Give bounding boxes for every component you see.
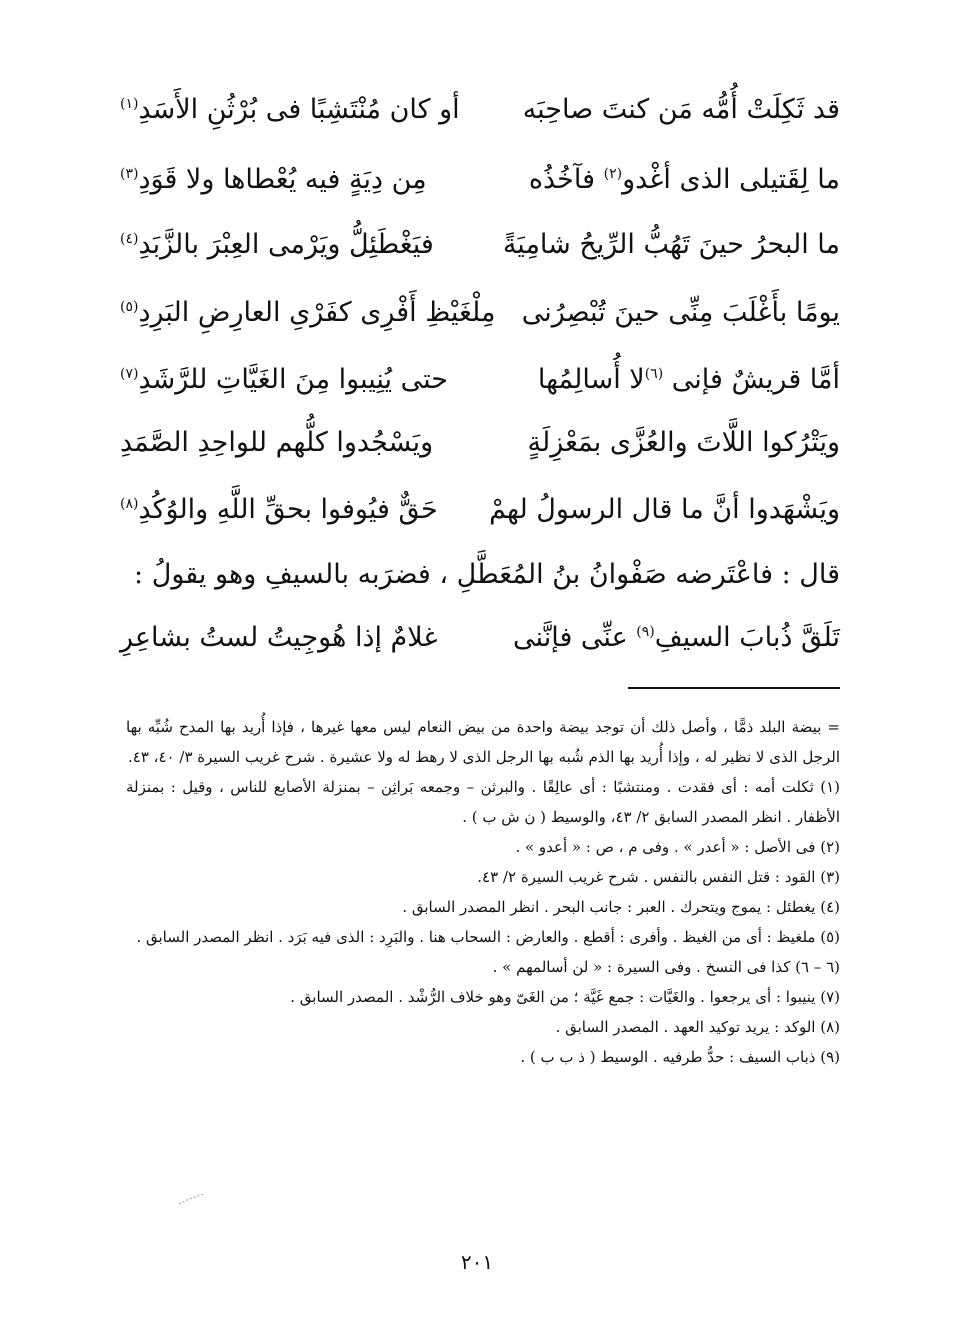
footnote-divider	[628, 687, 840, 689]
footnote-ref: (١)	[120, 96, 139, 112]
footnote-ref: (٨)	[120, 496, 139, 512]
verse-hemistich-left: أو كان مُنْتَشِبًا فى بُرْثُنِ الأَسَدِ$^{(١)}$	[120, 94, 460, 125]
footnote: (١) ثكلت أمه : أى فقدت . ومنتشبًا : أى عالِقًا . والبرثن – وجمعه بَراثِن – بمنزلة الأصابع للناس ، وقيل : بمنزلة الأظفار . انظر المصدر السابق ٢/ ٤٣، والوسيط ( ن ش ب ) .	[126, 778, 840, 826]
verse-hemistich-left: حَقٌّ فيُوفوا بحقِّ اللَّهِ والوُكُدِ$^{(٨)}$	[120, 494, 438, 525]
verse-hemistich-right: يومًا بأَغْلَبَ مِنِّى حينَ تُبْصِرُنى	[521, 297, 840, 328]
verse-line	[120, 155, 840, 205]
verse-hemistich-right: أمَّا قريشٌ فإنى $^{(٦)}$لا أُسالِمُها	[537, 364, 840, 395]
verse-hemistich-right: ما لِقَتيلى الذى أغْدو$^{(٢)}$ فآخُذُه	[528, 164, 840, 195]
verse-line	[120, 220, 840, 270]
verse-hemistich-right: تَلَقَّ ذُبابَ السيفِ$^{(٩)}$ عنِّى فإنَّنى	[513, 622, 840, 653]
footnote: (٥) ملغيظ : أى من الغيظ . وأفرى : أقطع . والعارض : السحاب هنا . والبَرِد : الذى فيه بَرَد . انظر المصدر السابق .	[136, 928, 840, 946]
verse-hemistich-left: فيَغْطَئِلُّ ويَرْمى العِبْرَ بالزَّبَدِ$^{(٤)}$	[120, 229, 434, 260]
footnote-ref: (٩)	[636, 624, 655, 640]
verse-hemistich-right: ما البحرُ حينَ تَهُبُّ الرِّيحُ شامِيَةً	[502, 229, 840, 260]
page-number: ٢٠١	[460, 1250, 494, 1274]
verse-hemistich-left: غلامٌ إذا هُوجِيتُ لستُ بشاعِرِ	[120, 622, 438, 653]
footnotes	[126, 712, 840, 1072]
verse-hemistich-left: حتى يُنِيبوا مِنَ الغَيَّاتِ للرَّشَدِ$^{(٧)}$	[120, 364, 448, 395]
footnote: (٩) ذباب السيف : حدُّ طرفيه . الوسيط ( ذ ب ب ) .	[520, 1048, 840, 1066]
verse-hemistich-right: ويَتْرُكوا اللَّاتَ والعُزَّى بمَعْزِلَةٍ	[527, 427, 840, 458]
footnote-ref: (٤)	[120, 231, 139, 247]
verse-line	[120, 418, 840, 468]
verse-hemistich-left: مِن دِيَةٍ فيه يُعْطاها ولا قَوَدِ$^{(٣)}$	[120, 164, 427, 195]
footnote: (٣) القود : قتل النفس بالنفس . شرح غريب السيرة ٢/ ٤٣.	[477, 868, 840, 886]
footnote-ref: (٢)	[603, 166, 623, 182]
footnote: (٦ – ٦) كذا فى النسخ . وفى السيرة : « لن أسالمهم » .	[492, 958, 840, 976]
scan-speck	[177, 1192, 207, 1206]
verse-hemistich-right: قد ثَكِلَتْ أُمُّه مَن كنتَ صاحِبَه	[522, 94, 840, 125]
footnote-ref: (٥)	[120, 299, 139, 315]
prose-line: قال : فاعْتَرضه صَفْوانُ بنُ المُعَطَّلِ ، فضرَبه بالسيفِ وهو يقولُ :	[134, 559, 840, 590]
verse-hemistich-left: مِلْغَيْظِ أَفْرِى كفَرْىِ العارِضِ البَرِدِ$^{(٥)}$	[120, 297, 496, 328]
verse-line	[120, 355, 840, 405]
footnote: (٤) يغطئل : يموج ويتحرك . العبر : جانب البحر . انظر المصدر السابق .	[402, 898, 840, 916]
footnote: (٨) الوكد : يريد توكيد العهد . المصدر السابق .	[555, 1018, 840, 1036]
footnote-ref: (٣)	[120, 166, 139, 182]
verse-line	[120, 288, 840, 338]
footnote-ref: (٧)	[120, 366, 139, 382]
verse-line	[120, 485, 840, 535]
footnote: (٢) فى الأصل : « أعدر » . وفى م ، ص : « أعدو » .	[515, 838, 840, 856]
verse-hemistich-right: ويَشْهَدوا أنَّ ما قال الرسولُ لهمْ	[489, 494, 840, 525]
footnote-ref: (٦)	[644, 366, 664, 382]
footnote: (٧) ينيبوا : أى يرجعوا . والغَيَّات : جمع غَيَّة ؛ من الغَىّ وهو خلاف الرُّشْد . المصدر السابق .	[290, 988, 840, 1006]
verse-hemistich-left: ويَسْجُدوا كلُّهم للواحِدِ الصَّمَدِ	[120, 427, 434, 458]
footnote: = بيضة البلد ذمًّا ، وأصل ذلك أن توجد بيضة واحدة من بيض النعام ليس معها غيرها ، فإذا أُريد بها المدح شُبِّه بها الرجل الذى لا نظير له ، وإذا أُريد بها الذم شُبه بها الرجل الذى لا رهط له ولا عشيرة . شرح غريب السيرة ٣/ ٤٠، ٤٣.	[126, 718, 840, 766]
verse-line	[120, 613, 840, 663]
verse-line	[120, 85, 840, 135]
